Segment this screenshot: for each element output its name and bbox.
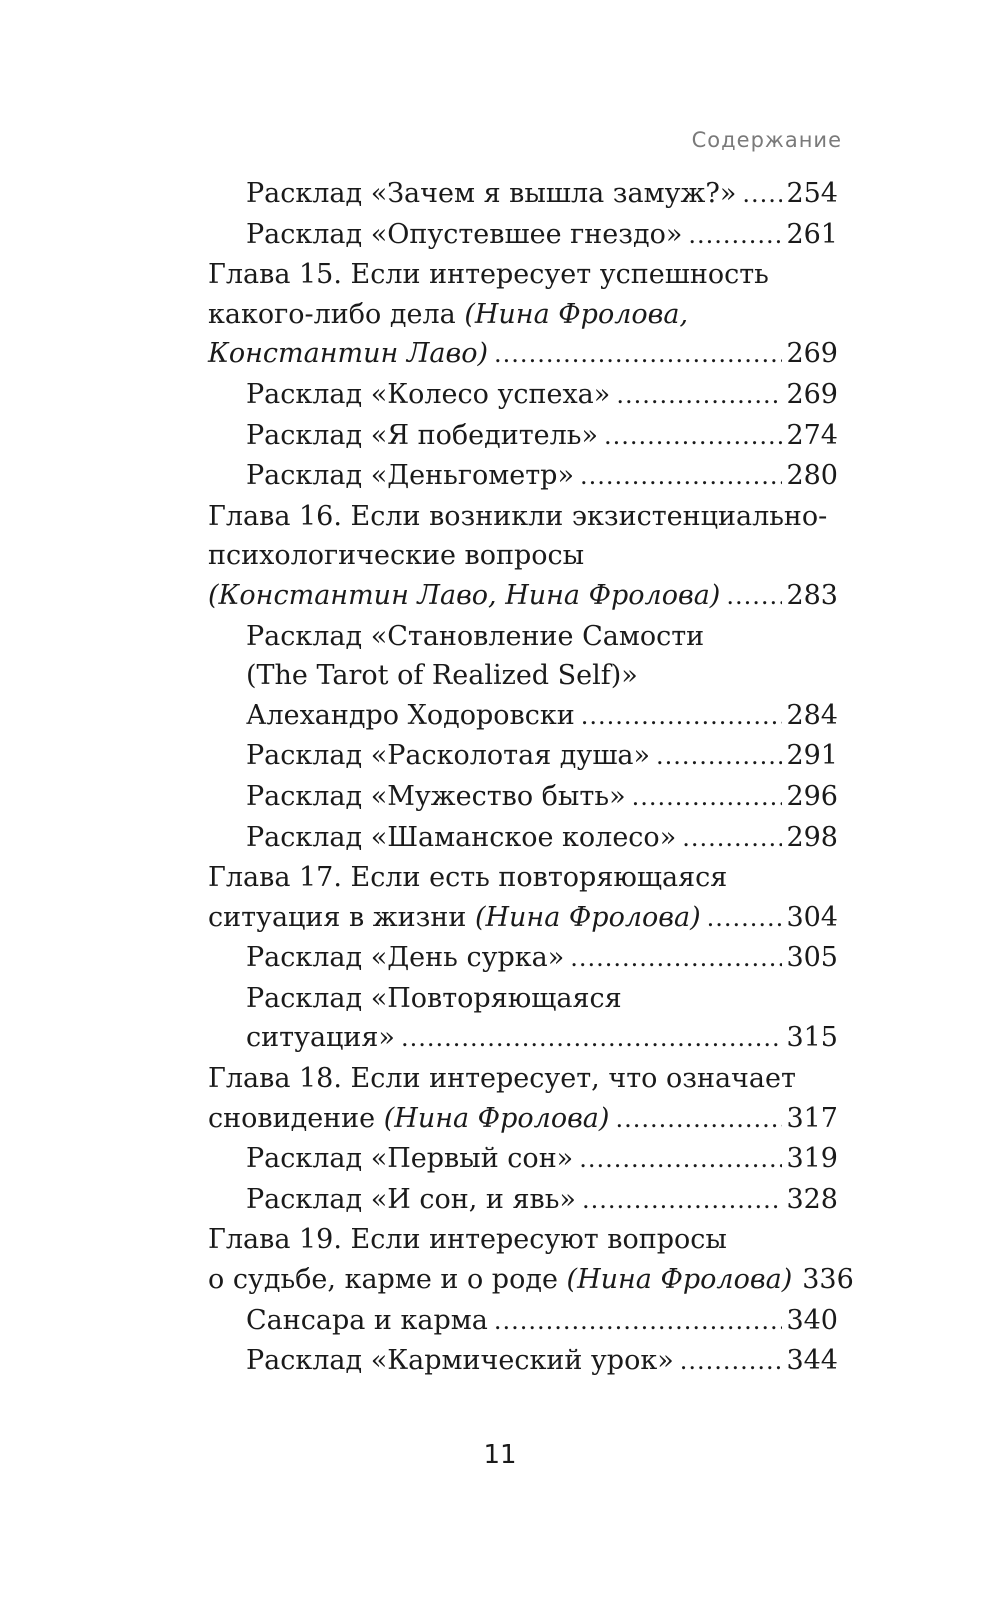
toc-page-number: 283 [786,579,838,611]
toc-page-number: 269 [786,378,838,410]
toc-chapter-title-cont: сновидение [208,1102,376,1134]
toc-page-number: 344 [786,1345,838,1377]
toc-entry-title: Расклад «Зачем я вышла замуж?» [246,178,737,209]
toc-page-number: 291 [786,740,838,772]
toc-entry[interactable] [208,1301,838,1342]
toc-entry-title: Расклад «Первый сон» [246,1143,574,1175]
toc-page-number: 254 [786,178,838,209]
toc-entry-author: Алехандро Ходоровски [246,699,575,731]
toc-chapter-title: Глава 16. Если возникли экзистенциально- [208,500,828,532]
toc-entry-title: Расклад «Расколотая душа» [246,740,651,772]
toc-entry-title: Расклад «Колесо успеха» [246,378,611,410]
toc-entry[interactable] [208,979,838,1059]
toc-entry[interactable] [208,1139,838,1180]
table-of-contents [208,174,854,1382]
leader-dots [604,417,782,457]
toc-entry[interactable] [208,456,838,497]
leader-dots [401,1019,783,1059]
toc-page-number: 315 [786,1022,838,1054]
leader-dots [579,1140,782,1180]
toc-entry-title: Расклад «И сон, и явь» [246,1183,576,1215]
toc-page-number: 336 [802,1264,854,1296]
toc-page-number: 261 [786,218,838,250]
toc-entry-title: Расклад «Деньгометр» [246,460,574,492]
toc-entry[interactable] [208,416,838,457]
toc-entry[interactable] [208,174,838,215]
toc-chapter-title-cont: какого-либо дела [208,298,456,330]
toc-page-number: 304 [786,901,838,933]
page-number: 11 [483,1440,517,1470]
toc-page-number: 284 [786,699,838,731]
toc-entry[interactable] [208,215,838,256]
toc-chapter[interactable] [208,858,838,938]
leader-dots [494,335,782,375]
leader-dots [581,697,783,737]
toc-entry-title: Расклад «День сурка» [246,942,565,974]
leader-dots [570,939,782,979]
leader-dots [682,819,782,859]
toc-author: (Нина Фролова) [566,1264,793,1296]
toc-author: Константин Лаво) [208,338,489,370]
toc-entry[interactable] [208,818,838,859]
toc-page-number: 298 [786,821,838,853]
toc-chapter[interactable] [208,1220,854,1300]
toc-page-number: 296 [786,780,838,812]
toc-page-number: 269 [786,338,838,370]
toc-entry-title: Расклад «Я победитель» [246,419,599,451]
toc-page-number: 319 [786,1143,838,1175]
toc-entry[interactable] [208,617,838,737]
toc-entry-title-cont: ситуация» [246,1022,395,1054]
toc-entry-title: Расклад «Повторяющаяся [246,982,622,1014]
toc-entry-title: Сансара и карма [246,1304,488,1336]
leader-dots [632,778,783,818]
toc-entry-title-cont: (The Tarot of Realized Self)» [246,660,638,692]
toc-chapter[interactable] [208,255,838,375]
toc-chapter[interactable] [208,497,838,617]
leader-dots [688,216,782,256]
toc-chapter-title: Глава 19. Если интересуют вопросы [208,1224,727,1256]
leader-dots [726,577,782,617]
leader-dots [615,1100,782,1140]
leader-dots [742,175,782,215]
toc-entry[interactable] [208,777,838,818]
toc-page-number: 305 [786,942,838,974]
toc-chapter[interactable] [208,1059,838,1139]
toc-page-number: 340 [786,1304,838,1336]
toc-page-number: 328 [786,1183,838,1215]
leader-dots [580,457,782,497]
toc-entry[interactable] [208,938,838,979]
toc-page-number: 274 [786,419,838,451]
toc-author: (Нина Фролова) [474,901,701,933]
leader-dots [656,737,782,777]
toc-page-number: 280 [786,460,838,492]
toc-chapter-title-cont: ситуация в жизни [208,901,467,933]
toc-entry[interactable] [208,1180,838,1221]
leader-dots [707,899,783,939]
running-header: Содержание [691,128,842,152]
toc-entry-title: Расклад «Опустевшее гнездо» [246,218,683,250]
toc-entry[interactable] [208,1341,838,1382]
toc-entry-title: Расклад «Мужество быть» [246,780,626,812]
toc-entry[interactable] [208,375,838,416]
toc-chapter-title: Глава 18. Если интересует, что означает [208,1063,796,1095]
toc-author: (Нина Фролова) [383,1102,610,1134]
leader-dots [616,376,782,416]
toc-entry-title: Расклад «Становление Самости [246,620,705,652]
toc-chapter-title: Глава 15. Если интересует успешность [208,259,769,291]
leader-dots [680,1342,783,1382]
toc-entry-title: Расклад «Кармический урок» [246,1345,674,1377]
toc-chapter-title: Глава 17. Если есть повторяющаяся [208,862,728,894]
toc-chapter-title-cont: психологические вопросы [208,540,585,572]
toc-author: (Константин Лаво, Нина Фролова) [208,579,721,611]
toc-author: (Нина Фролова, [464,298,689,330]
leader-dots [494,1302,783,1342]
toc-page-number: 317 [786,1102,838,1134]
toc-entry[interactable] [208,736,838,777]
toc-chapter-title-cont: о судьбе, карме и о роде [208,1264,558,1296]
leader-dots [582,1181,783,1221]
toc-entry-title: Расклад «Шаманское колесо» [246,821,677,853]
